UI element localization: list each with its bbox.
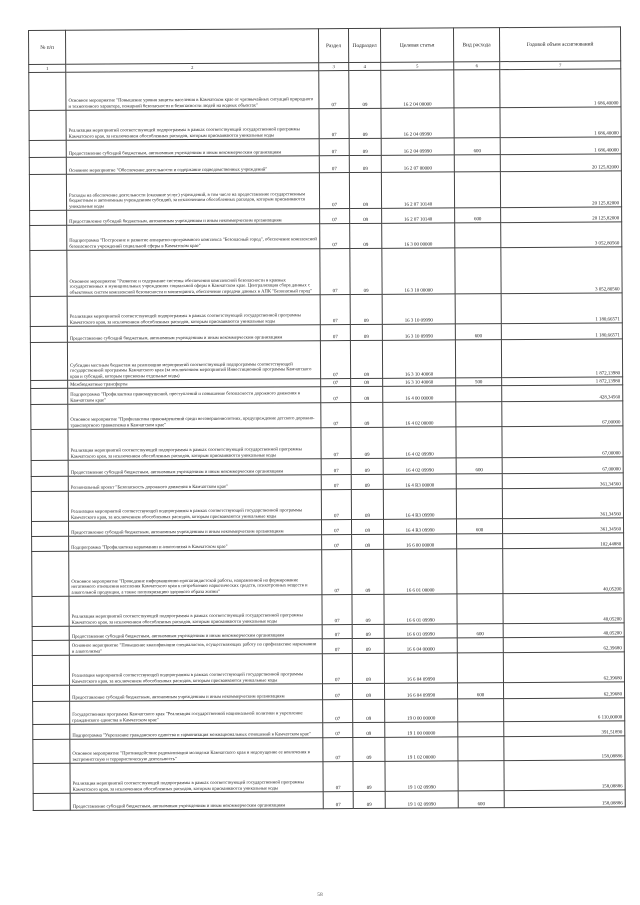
- row-razdel-cell: 07: [321, 459, 351, 475]
- row-target-article-cell: 16 4 02 09990: [383, 458, 456, 474]
- row-target-article-cell: 16 3 10 40060: [382, 340, 455, 378]
- row-target-article-cell: 19 1 00 00000: [385, 722, 458, 737]
- row-expense-type-cell: 600: [455, 324, 501, 340]
- row-name-cell: Предоставление субсидий бюджетным, автономным учреждениям и иным некоммерческим организациям: [70, 792, 323, 811]
- row-expense-type-cell: [456, 386, 502, 402]
- row-number-cell: [32, 521, 69, 536]
- row-podrazdel-cell: 09: [351, 402, 383, 427]
- col-header-razdel: Раздел: [318, 29, 348, 63]
- row-target-article-cell: 16 2 04 09990: [381, 138, 454, 155]
- row-target-article-cell: 16 2 07 10140: [381, 172, 454, 208]
- row-podrazdel-cell: 09: [349, 155, 381, 172]
- row-number-cell: [29, 140, 66, 157]
- row-name-cell: Предоставление субсидий бюджетным, автономным учреждениям и иным некоммерческим организациям: [69, 520, 322, 537]
- table-row: [30, 339, 622, 381]
- row-expense-type-cell: 600: [458, 791, 504, 808]
- table-row: [29, 107, 621, 141]
- row-name-cell: Реализация мероприятий соответствующей подпрограммы в рамках соответствующей государственной программы Камчатского края, за исключением обособленных расходов, которым присваиваются уникальные коды: [67, 295, 320, 327]
- table-row: [31, 401, 623, 430]
- row-amount-cell: 20 125,82000: [500, 154, 621, 172]
- row-razdel-cell: 07: [320, 295, 350, 325]
- row-name-cell: Межбюджетные трансферты: [68, 379, 321, 389]
- table-row: [32, 593, 624, 627]
- row-expense-type-cell: [457, 549, 503, 594]
- row-target-article-cell: 16 3 10 40060: [383, 378, 456, 386]
- row-number-cell: [30, 342, 67, 380]
- row-name-cell: Основное мероприятие "Проведение информационно-пропагандистской работы, направленной на формирование негативного отношения населения Камчатского края к потреблению наркотических средств, психотропных веществ и алкогольной продукции, а также популяризацию здорового образа жизни": [69, 550, 322, 597]
- table-row: [33, 760, 625, 794]
- column-number: 1: [29, 64, 66, 72]
- row-expense-type-cell: [458, 737, 504, 761]
- column-number: 5: [381, 62, 454, 70]
- row-expense-type-cell: 600: [454, 138, 500, 155]
- col-header-podrazdel: Подраздел: [348, 28, 380, 62]
- row-expense-type-cell: 600: [457, 683, 503, 699]
- table-row: [29, 171, 621, 211]
- row-number-cell: [31, 491, 68, 521]
- row-expense-type-cell: 600: [457, 624, 503, 638]
- row-number-cell: [29, 72, 66, 110]
- table-row: [33, 736, 625, 764]
- row-target-article-cell: 16 4 R3 09990: [383, 519, 456, 534]
- row-razdel-cell: 07: [321, 387, 351, 403]
- row-podrazdel-cell: 09: [352, 653, 384, 683]
- row-name-cell: Основное мероприятие "Противодействие радикализации молодежи Камчатского края и недопущение ее вовлечения в экстремистскую и террористическую деятельность": [70, 738, 323, 764]
- row-amount-cell: 361,34560: [502, 473, 623, 489]
- row-name-cell: Подпрограмма "Профилактика правонарушений, преступлений и повышение безопасности дорожного движения в Камчатском крае": [68, 387, 321, 405]
- row-number-cell: [29, 157, 66, 174]
- row-name-cell: Реализация мероприятий соответствующей подпрограммы в рамках соответствующей государственной программы Камчатского края, за исключением обособленных расходов, которым присваиваются уникальные коды: [68, 490, 321, 522]
- row-number-cell: [33, 724, 70, 739]
- row-razdel-cell: 07: [321, 520, 351, 535]
- row-razdel-cell: 07: [321, 379, 351, 387]
- column-number: 2: [66, 63, 319, 73]
- row-number-cell: [31, 388, 68, 404]
- row-razdel-cell: 07: [319, 139, 349, 156]
- row-target-article-cell: 16 3 10 09990: [382, 324, 455, 340]
- row-amount-cell: 1 686,40000: [500, 107, 621, 138]
- row-razdel-cell: 07: [320, 249, 350, 295]
- table-row: [29, 69, 621, 111]
- row-razdel-cell: 07: [319, 71, 349, 109]
- row-expense-type-cell: [455, 248, 501, 294]
- row-podrazdel-cell: 09: [352, 594, 384, 624]
- row-number-cell: [31, 476, 68, 491]
- row-name-cell: Государственная программа Камчатского края "Реализация государственной национальной политики и укрепление гражданского единства в Камчатском крае": [70, 700, 323, 725]
- row-target-article-cell: 16 4 02 09990: [383, 427, 456, 458]
- column-number: 7: [500, 61, 621, 70]
- row-target-article-cell: 16 2 04 00000: [381, 70, 454, 108]
- row-expense-type-cell: [457, 638, 503, 653]
- row-name-cell: Предоставление субсидий бюджетным, автономным учреждениям и иным некоммерческим организациям: [67, 325, 320, 343]
- row-razdel-cell: 07: [323, 762, 353, 792]
- row-razdel-cell: 07: [321, 490, 351, 520]
- row-podrazdel-cell: 09: [352, 549, 384, 594]
- row-number-cell: [30, 225, 67, 250]
- row-expense-type-cell: 600: [456, 519, 502, 534]
- row-razdel-cell: 07: [322, 684, 352, 700]
- row-expense-type-cell: [454, 155, 500, 172]
- row-razdel-cell: 07: [320, 341, 350, 379]
- row-podrazdel-cell: 09: [353, 722, 385, 737]
- row-razdel-cell: 07: [323, 738, 353, 762]
- row-amount-cell: 62,39680: [503, 682, 624, 699]
- table-row: [32, 548, 624, 597]
- row-podrazdel-cell: 09: [349, 138, 381, 155]
- row-number-cell: [33, 701, 70, 724]
- row-amount-cell: 391,51890: [504, 721, 625, 737]
- row-target-article-cell: 16 6 04 09990: [384, 653, 457, 683]
- row-name-cell: Предоставление субсидий бюджетным, автономным учреждениям и иным некоммерческим организациям: [67, 209, 320, 226]
- row-podrazdel-cell: 09: [351, 458, 383, 474]
- row-name-cell: Расходы на обеспечение деятельности (оказание услуг) учреждений, в том числе на предоставление государственным бюджетным и автономным учреждениям субсидий, за исключением обособленных расходов, которым присваиваются уникальные коды: [66, 173, 319, 211]
- row-name-cell: Региональный проект "Безопасность дорожного движения в Камчатском крае": [68, 475, 321, 492]
- row-target-article-cell: 19 1 02 00000: [385, 737, 458, 761]
- column-number: 4: [349, 62, 381, 70]
- row-amount-cell: 62,39680: [503, 637, 624, 653]
- row-name-cell: Реализация мероприятий соответствующей подпрограммы в рамках соответствующей государственной программы Камчатского края, за исключением обособленных расходов, которым присваиваются уникальные коды: [70, 762, 323, 794]
- row-amount-cell: 40,05200: [503, 623, 624, 638]
- row-razdel-cell: 07: [323, 792, 353, 809]
- row-razdel-cell: 07: [322, 654, 352, 684]
- row-razdel-cell: 07: [319, 109, 349, 139]
- row-amount-cell: 6 110,00000: [504, 698, 625, 722]
- row-number-cell: [32, 640, 69, 655]
- row-razdel-cell: 07: [322, 639, 352, 654]
- row-name-cell: Субсидии местным бюджетам на реализацию мероприятий соответствующей подпрограммы соответствующей государственной программы Камчатского края (за исключением мероприятий Инвестиционной программы Камчатского края и субсидий, которым присвоены отдельные коды): [67, 341, 320, 381]
- row-podrazdel-cell: 09: [351, 378, 383, 386]
- row-podrazdel-cell: 09: [350, 340, 382, 378]
- row-expense-type-cell: [455, 294, 501, 324]
- row-target-article-cell: 16 3 10 09990: [382, 294, 455, 324]
- row-name-cell: Основное мероприятие "Повышение квалификации специалистов, осуществляющих работу по профилактике наркомании и алкоголизма": [69, 639, 322, 656]
- row-number-cell: [33, 685, 70, 701]
- row-podrazdel-cell: 09: [351, 474, 383, 489]
- row-podrazdel-cell: 09: [349, 108, 381, 138]
- table-row: [31, 488, 623, 522]
- row-target-article-cell: 16 2 04 09990: [381, 108, 454, 138]
- row-number-cell: [32, 551, 69, 596]
- row-podrazdel-cell: 09: [349, 70, 381, 108]
- row-razdel-cell: 07: [320, 325, 350, 341]
- row-expense-type-cell: [456, 402, 502, 427]
- row-podrazdel-cell: 09: [352, 534, 384, 549]
- row-podrazdel-cell: 09: [350, 223, 382, 248]
- row-razdel-cell: 07: [322, 550, 352, 595]
- row-number-cell: [30, 210, 67, 225]
- row-amount-cell: 1 686,40000: [500, 137, 621, 155]
- row-name-cell: Реализация мероприятий соответствующей подпрограммы в рамках соответствующей государственной программы Камчатского края, за исключением обособленных расходов, которым присваиваются уникальные коды: [66, 109, 319, 141]
- row-target-article-cell: 19 1 02 09990: [385, 761, 458, 791]
- table-row: [31, 426, 623, 461]
- row-target-article-cell: 16 4 02 00000: [383, 402, 456, 427]
- row-number-cell: [30, 326, 67, 342]
- table-row: [32, 652, 624, 686]
- row-amount-cell: 62,39680: [503, 652, 624, 683]
- row-expense-type-cell: [456, 427, 502, 458]
- row-amount-cell: 67,00000: [502, 426, 623, 458]
- row-amount-cell: 3 052,80560: [501, 222, 622, 248]
- row-number-cell: [33, 763, 70, 793]
- row-number-cell: [32, 626, 69, 640]
- col-header-expense-type: Вид расхода: [453, 28, 499, 62]
- row-number-cell: [29, 174, 66, 210]
- row-name-cell: Предоставление субсидий бюджетным, автономным учреждениям и иным некоммерческим организациям: [69, 625, 322, 641]
- row-podrazdel-cell: 09: [352, 638, 384, 653]
- col-header-annual-amount: Годовой объем ассигнований: [499, 27, 620, 62]
- row-amount-cell: 1 180,66571: [501, 293, 622, 324]
- row-expense-type-cell: 600: [456, 458, 502, 474]
- row-podrazdel-cell: 09: [353, 699, 385, 722]
- row-amount-cell: 40,05200: [503, 593, 624, 624]
- row-amount-cell: 361,34560: [502, 488, 623, 519]
- row-podrazdel-cell: 09: [351, 519, 383, 534]
- row-podrazdel-cell: 09: [350, 248, 382, 294]
- row-razdel-cell: 07: [322, 625, 352, 639]
- row-name-cell: Подпрограмма "Построение и развитие аппаратно-программного комплекса "Безопасный город", обеспечение комплексной безопасности учреждений социальной сферы в Камчатском крае": [67, 224, 320, 251]
- row-razdel-cell: 07: [323, 700, 353, 723]
- row-podrazdel-cell: 09: [350, 208, 382, 223]
- row-amount-cell: 67,00000: [502, 457, 623, 474]
- row-podrazdel-cell: 09: [351, 386, 383, 402]
- row-target-article-cell: 19 1 02 09990: [385, 791, 458, 808]
- row-name-cell: Основное мероприятие "Развитие и содержание системы обеспечения комплексной безопасности в краевых государственных и муниципальных учреждениях социальной сферы в Камчатском крае. Централизация сбора данных с объектовых систем комплексной безопасности и мониторинга, обеспечение передачи данных в АПК "Безопасный город": [67, 249, 320, 297]
- row-amount-cell: 1 872,13980: [501, 339, 622, 378]
- row-podrazdel-cell: 09: [350, 324, 382, 340]
- budget-table-body: [29, 69, 625, 811]
- col-header-name: [66, 29, 319, 65]
- row-podrazdel-cell: 09: [353, 737, 385, 761]
- row-podrazdel-cell: 09: [353, 761, 385, 791]
- row-expense-type-cell: [457, 594, 503, 624]
- row-number-cell: [33, 793, 70, 810]
- col-header-num: № п/п: [29, 30, 66, 64]
- row-razdel-cell: 07: [320, 209, 350, 224]
- row-target-article-cell: 16 6 04 09990: [384, 683, 457, 699]
- table-row: [30, 293, 622, 327]
- row-amount-cell: 20 125,82000: [500, 171, 621, 208]
- row-target-article-cell: 16 2 07 00000: [381, 155, 454, 172]
- row-target-article-cell: 16 6 01 09990: [384, 624, 457, 638]
- row-razdel-cell: 07: [321, 403, 351, 428]
- row-target-article-cell: 16 4 00 00000: [383, 386, 456, 402]
- row-target-article-cell: 16 3 00 00000: [382, 223, 455, 248]
- row-name-cell: Реализация мероприятий соответствующей подпрограммы в рамках соответствующей государственной программы Камчатского края, за исключением обособленных расходов, которым присваиваются уникальные коды: [69, 654, 322, 686]
- row-number-cell: [32, 596, 69, 626]
- row-podrazdel-cell: 09: [350, 294, 382, 324]
- row-name-cell: Реализация мероприятий соответствующей подпрограммы в рамках соответствующей государственной программы Камчатского края, за исключением обособленных расходов, которым присваиваются уникальные коды: [69, 595, 322, 627]
- row-expense-type-cell: [457, 653, 503, 683]
- row-razdel-cell: 07: [322, 535, 352, 550]
- row-name-cell: Основное мероприятие "Повышение уровня защиты населения в Камчатском крае от чрезвычайных ситуаций природного и техногенного характера, пожарной безопасности и безопасности людей на водных объектах": [66, 71, 319, 111]
- row-target-article-cell: 16 4 R3 09990: [383, 489, 456, 519]
- column-number: 3: [319, 63, 349, 71]
- row-expense-type-cell: [454, 108, 500, 138]
- row-number-cell: [32, 536, 69, 551]
- row-razdel-cell: 07: [320, 224, 350, 249]
- page-number: 58: [317, 892, 323, 898]
- row-target-article-cell: 19 0 00 00000: [385, 699, 458, 722]
- row-name-cell: Реализация мероприятий соответствующей подпрограммы в рамках соответствующей государственной программы Камчатского края, за исключением обособленных расходов, которым присваиваются уникальные коды: [68, 428, 321, 461]
- row-name-cell: Предоставление субсидий бюджетным, автономным учреждениям и иным некоммерческим организациям: [70, 684, 323, 702]
- col-header-target-article: Целевая статья: [380, 28, 453, 62]
- row-podrazdel-cell: 09: [352, 624, 384, 638]
- row-name-cell: Подпрограмма "Профилактика наркомании и алкоголизма в Камчатском крае": [69, 535, 322, 552]
- row-number-cell: [31, 380, 68, 388]
- row-amount-cell: 1 872,13980: [502, 377, 623, 386]
- row-target-article-cell: 16 6 01 09990: [384, 594, 457, 624]
- row-target-article-cell: 16 3 10 00000: [382, 248, 455, 294]
- row-name-cell: Основное мероприятие "Профилактика правонарушений среди несовершеннолетних, предупреждение детского дорожно-транспортного травматизма в Камчатском крае": [68, 403, 321, 430]
- row-razdel-cell: 07: [323, 723, 353, 738]
- column-number: 6: [454, 62, 500, 70]
- row-target-article-cell: 16 6 04 00000: [384, 638, 457, 653]
- row-number-cell: [31, 429, 68, 460]
- table-row: [30, 222, 622, 251]
- row-expense-type-cell: [456, 489, 502, 519]
- row-podrazdel-cell: 09: [353, 791, 385, 808]
- row-amount-cell: 1 686,40000: [500, 69, 621, 108]
- row-amount-cell: 158,08886: [504, 760, 625, 791]
- table-row: [33, 790, 625, 811]
- row-number-cell: [31, 404, 68, 429]
- row-amount-cell: 428,34560: [502, 385, 623, 402]
- row-expense-type-cell: [457, 534, 503, 549]
- row-podrazdel-cell: 09: [352, 683, 384, 699]
- row-podrazdel-cell: 09: [351, 427, 383, 458]
- row-name-cell: Основное мероприятие "Обеспечение деятельности и содержание подведомственных учреждений": [66, 156, 319, 175]
- row-razdel-cell: 07: [319, 173, 349, 209]
- row-amount-cell: 20 125,82000: [501, 207, 622, 223]
- row-number-cell: [30, 296, 67, 326]
- row-number-cell: [31, 460, 68, 476]
- row-number-cell: [30, 250, 67, 296]
- budget-table: [28, 26, 626, 811]
- row-expense-type-cell: [454, 172, 500, 208]
- row-expense-type-cell: 600: [455, 208, 501, 223]
- row-target-article-cell: 16 6 01 00000: [384, 549, 457, 594]
- row-amount-cell: 1 180,66571: [501, 323, 622, 340]
- row-amount-cell: 40,05200: [503, 548, 624, 594]
- row-target-article-cell: 16 2 07 10140: [382, 208, 455, 223]
- row-amount-cell: 361,34560: [502, 518, 623, 534]
- document-page: [28, 26, 625, 866]
- row-expense-type-cell: [458, 722, 504, 737]
- row-expense-type-cell: [455, 223, 501, 248]
- row-amount-cell: 158,08886: [504, 736, 625, 761]
- row-expense-type-cell: 500: [456, 378, 502, 386]
- row-razdel-cell: 07: [321, 428, 351, 459]
- row-number-cell: [29, 110, 66, 140]
- row-expense-type-cell: [456, 474, 502, 489]
- row-expense-type-cell: [454, 70, 500, 108]
- row-amount-cell: 158,08886: [504, 790, 625, 808]
- row-amount-cell: 67,00000: [502, 401, 623, 427]
- row-razdel-cell: 07: [319, 156, 349, 173]
- table-row: [30, 247, 622, 297]
- row-podrazdel-cell: 09: [351, 489, 383, 519]
- row-expense-type-cell: [458, 761, 504, 791]
- row-expense-type-cell: [455, 340, 501, 378]
- row-number-cell: [32, 655, 69, 685]
- row-target-article-cell: 16 4 R3 00000: [383, 474, 456, 489]
- row-expense-type-cell: [458, 699, 504, 722]
- row-amount-cell: 3 052,80560: [501, 247, 622, 294]
- row-podrazdel-cell: 09: [349, 172, 381, 208]
- row-name-cell: Предоставление субсидий бюджетным, автономным учреждениям и иным некоммерческим организациям: [68, 459, 321, 477]
- row-number-cell: [33, 739, 70, 763]
- row-razdel-cell: 07: [321, 475, 351, 490]
- row-target-article-cell: 16 6 00 00000: [384, 534, 457, 549]
- row-amount-cell: 102,44880: [503, 533, 624, 549]
- row-razdel-cell: 07: [322, 595, 352, 625]
- row-name-cell: Предоставление субсидий бюджетным, автономным учреждениям и иным некоммерческим организациям: [66, 139, 319, 158]
- row-name-cell: Подпрограмма "Укрепление гражданского единства и гармонизация межнациональных отношений в Камчатском крае": [70, 723, 323, 740]
